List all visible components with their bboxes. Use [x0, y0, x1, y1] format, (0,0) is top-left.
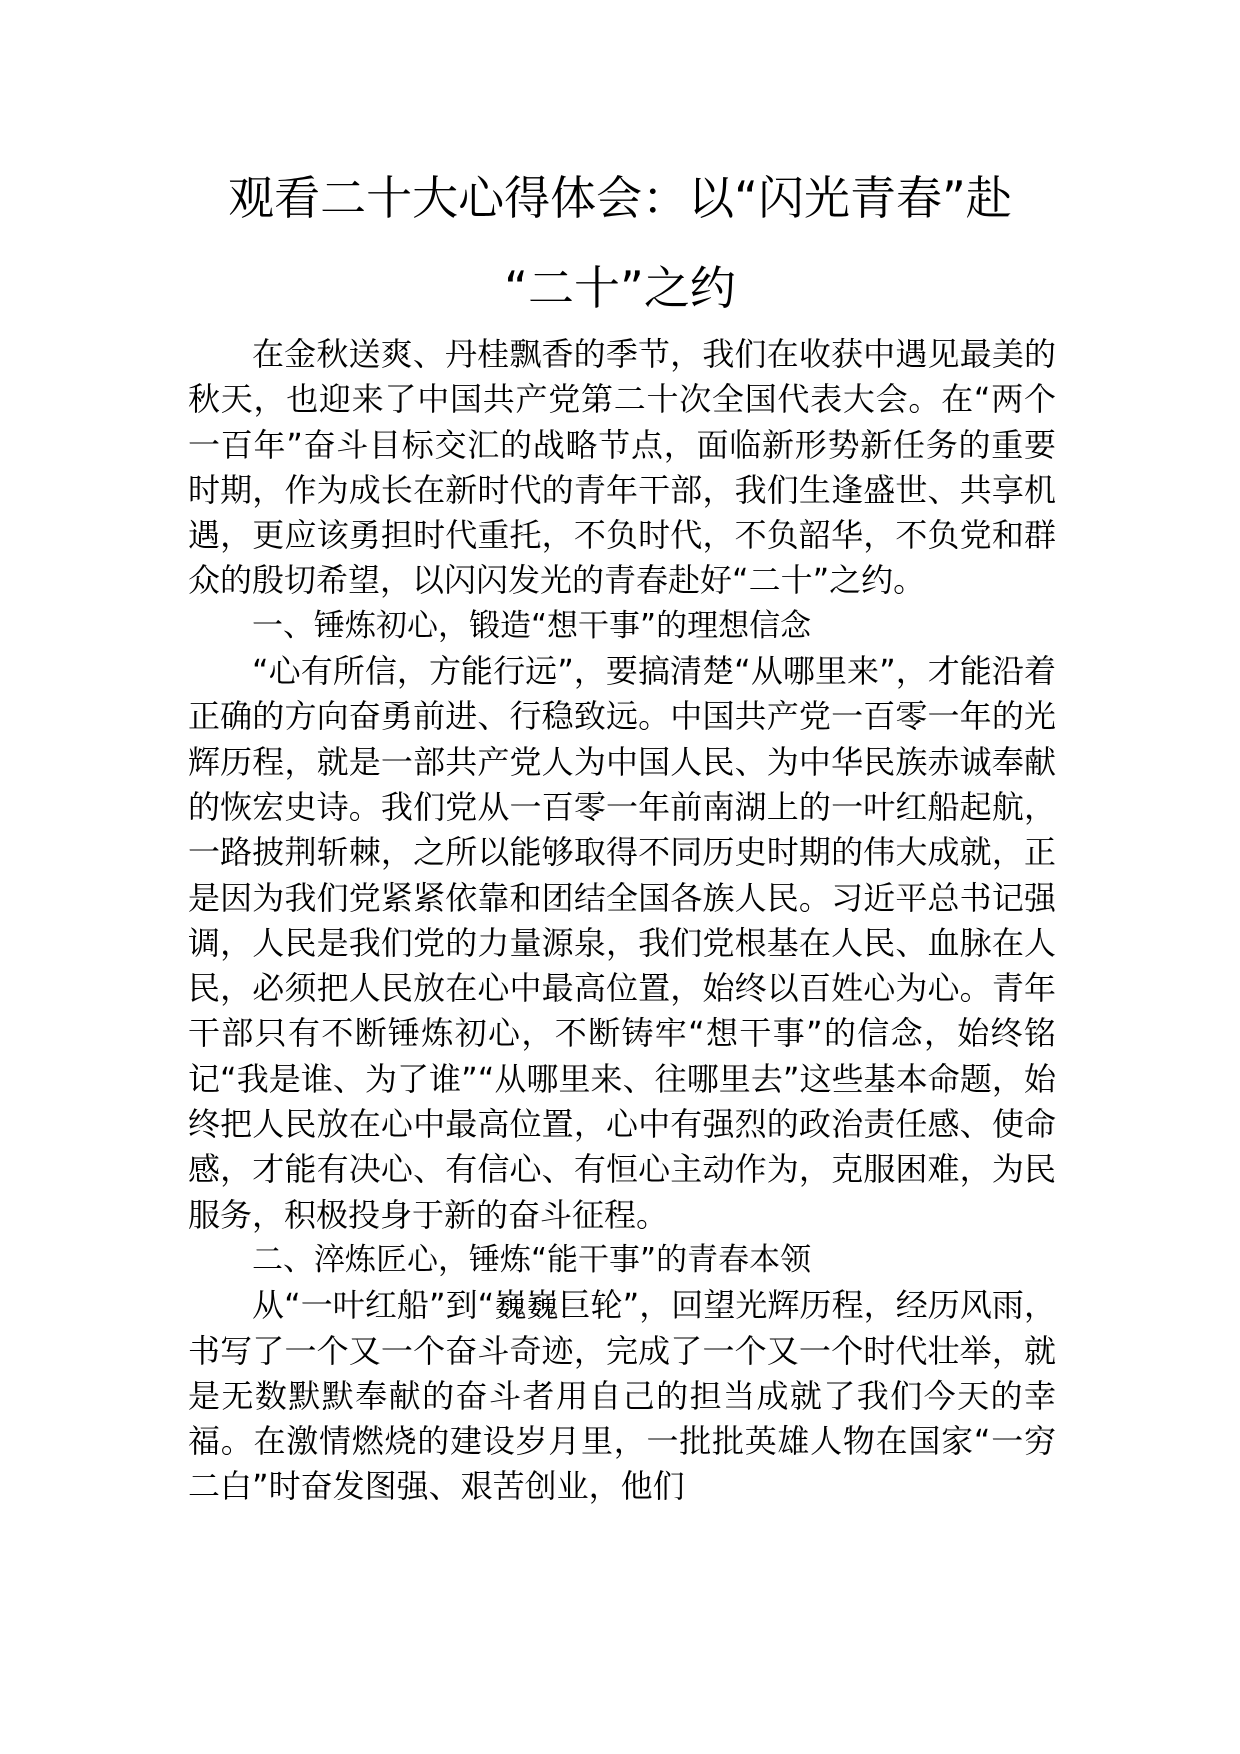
paragraph-section-2: 从“一叶红船”到“巍巍巨轮”，回望光辉历程，经历风雨，书写了一个又一个奋斗奇迹，完成了一个又一个时代壮举，就是无数默默奉献的奋斗者用自己的担当成就了我们今天的幸福。在激情燃烧的建设岁月里，一批批英雄人物在国家“一穷二白”时奋发图强、艰苦创业，他们 — [188, 1286, 1056, 1506]
document-title-line-2: “二十”之约 — [504, 261, 736, 315]
document-body — [188, 332, 1056, 1510]
section-heading-1: 一、锤炼初心，锻造“想干事”的理想信念 — [252, 607, 812, 644]
paragraph-intro: 在金秋送爽、丹桂飘香的季节，我们在收获中遇见最美的秋天，也迎来了中国共产党第二十次全国代表大会。在“两个一百年”奋斗目标交汇的战略节点，面临新形势新任务的重要时期，作为成长在新时代的青年干部，我们生逢盛世、共享机遇，更应该勇担时代重托，不负时代，不负韶华，不负党和群众的殷切希望，以闪闪发光的青春赴好“二十”之约。 — [188, 335, 1056, 600]
paragraph-section-1: “心有所信，方能行远”，要搞清楚“从哪里来”，才能沿着正确的方向奋勇前进、行稳致远。中国共产党一百零一年的光辉历程，就是一部共产党人为中国人民、为中华民族赤诚奉献的恢宏史诗。我们党从一百零一年前南湖上的一叶红船起航，一路披荆斩棘，之所以能够取得不同历史时期的伟大成就，正是因为我们党紧紧依靠和团结全国各族人民。习近平总书记强调，人民是我们党的力量源泉，我们党根基在人民、血脉在人民，必须把人民放在心中最高位置，始终以百姓心为心。青年干部只有不断锤炼初心，不断铸牢“想干事”的信念，始终铭记“我是谁、为了谁”“从哪里来、往哪里去”这些基本命题，始终把人民放在心中最高位置，心中有强烈的政治责任感、使命感，才能有决心、有信心、有恒心主动作为，克服困难，为民服务，积极投身于新的奋斗征程。 — [188, 652, 1056, 1234]
document-title-line-1: 观看二十大心得体会：以“闪光青春”赴 — [228, 171, 1012, 225]
section-heading-2: 二、淬炼匠心，锤炼“能干事”的青春本领 — [252, 1241, 812, 1278]
